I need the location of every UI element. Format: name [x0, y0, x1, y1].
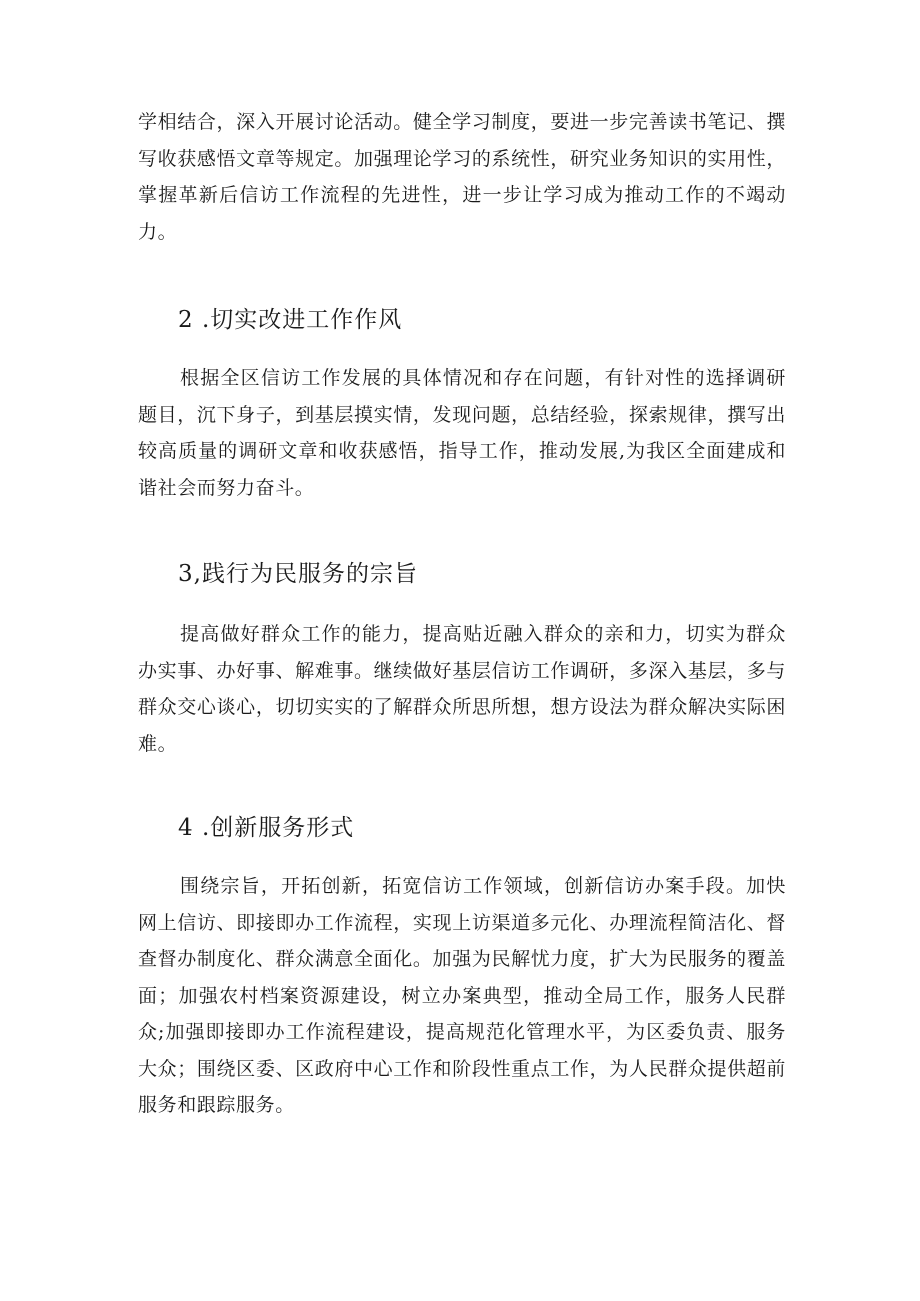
section-paragraph-4: 围绕宗旨，开拓创新，拓宽信访工作领域，创新信访办案手段。加快网上信访、即接即办工作流程，实现上访渠道多元化、办理流程简洁化、督查督办制度化、群众满意全面化。加强为民解忧力度，扩大为民服务的覆盖面；加强农村档案资源建设，树立办案典型，推动全局工作，服务人民群众;加强即接即办工作流程建设，提高规范化管理水平，为区委负责、服务大众；围绕区委、区政府中心工作和阶段性重点工作，为人民群众提供超前服务和跟踪服务。 — [138, 875, 786, 1116]
section-heading-4: 4 .创新服务形式 — [178, 815, 355, 841]
section-heading-2: 2 .切实改进工作作风 — [178, 307, 403, 333]
section-paragraph-3: 提高做好群众工作的能力，提高贴近融入群众的亲和力，切实为群众办实事、办好事、解难事。继续做好基层信访工作调研，多深入基层，多与群众交心谈心，切切实实的了解群众所思所想，想方设法为群众解决实际困难。 — [138, 623, 786, 755]
section-heading-3: 3,践行为民服务的宗旨 — [178, 561, 418, 587]
section-paragraph-2: 根据全区信访工作发展的具体情况和存在问题，有针对性的选择调研题目，沉下身子，到基层摸实情，发现问题，总结经验，探索规律，撰写出较高质量的调研文章和收获感悟，指导工作，推动发展,为我区全面建成和谐社会而努力奋斗。 — [138, 367, 786, 499]
intro-paragraph: 学相结合，深入开展讨论活动。健全学习制度，要进一步完善读书笔记、撰写收获感悟文章等规定。加强理论学习的系统性，研究业务知识的实用性，掌握革新后信访工作流程的先进性，进一步让学习成为推动工作的不竭动力。 — [138, 111, 786, 243]
